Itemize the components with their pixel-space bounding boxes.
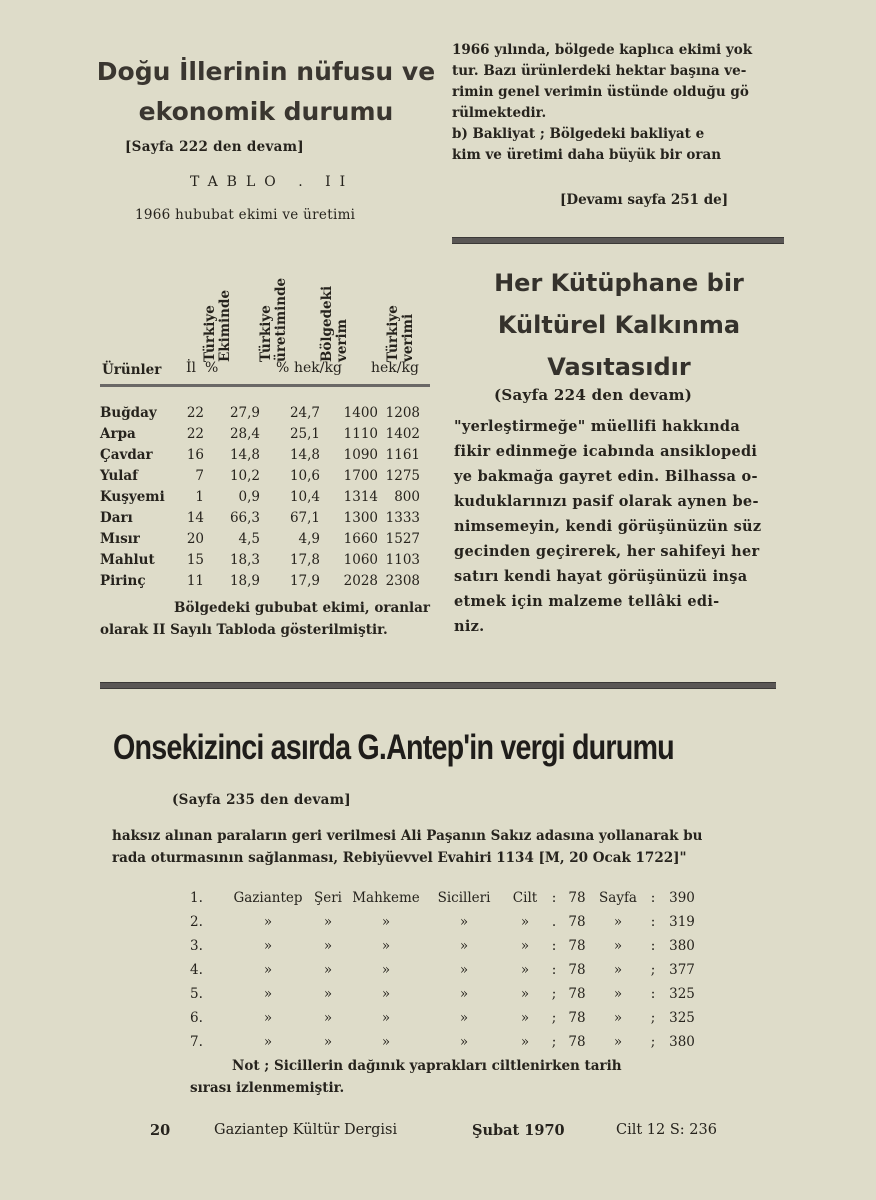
list-item <box>190 1030 702 1054</box>
table-cell-bolge: 1400 <box>343 404 378 421</box>
ref-cell-e: » <box>520 962 530 978</box>
ref-cell-cilt: 78 <box>568 1034 586 1050</box>
ref-cell-no: 1. <box>190 890 203 906</box>
bottom-article-title: Onsekizinci asırda G.Antep'in vergi durumu <box>113 728 674 767</box>
table-cell-il: 15 <box>186 551 204 568</box>
table-cell-il: 22 <box>186 425 204 442</box>
table-row <box>100 486 430 507</box>
volume-info: Cilt 12 S: 236 <box>616 1122 717 1138</box>
table-cell-bolge: 1090 <box>343 446 378 463</box>
table-cell-ekim: 18,3 <box>229 551 260 568</box>
left-title-line2: ekonomik durumu <box>138 97 394 126</box>
bottom-para-line1: haksız alınan paraların geri verilmesi Ali Paşanın Sakız adasına yollanarak bu <box>112 828 703 844</box>
right-article-title <box>452 262 786 388</box>
ref-cell-c: » <box>381 914 391 930</box>
table-cell-ekim: 27,9 <box>229 404 260 421</box>
ref-cell-sep1: ; <box>551 986 557 1002</box>
table-cell-urun: Çavdar <box>100 446 153 463</box>
bottom-note-line1: Not ; Sicillerin dağınık yaprakları ciltlenirken tarih <box>232 1058 622 1074</box>
ref-cell-a: » <box>263 1010 273 1026</box>
right-title-line3: Vasıtasıdır <box>547 353 691 381</box>
table-row <box>100 465 430 486</box>
right-top-line: rülmektedir. <box>452 105 547 121</box>
table-row <box>100 402 430 423</box>
reference-list <box>190 886 702 1054</box>
list-item <box>190 1006 702 1030</box>
table-cell-turkiye: 1527 <box>385 530 420 547</box>
table-cell-urun: Pirinç <box>100 572 146 589</box>
list-item <box>190 886 702 910</box>
ref-cell-sep2: ; <box>650 962 656 978</box>
ref-cell-sayfa: 325 <box>669 986 695 1002</box>
left-continued-note: [Sayfa 222 den devam] <box>125 139 304 155</box>
col-unit-bolge: hek/kg <box>294 360 342 376</box>
ref-cell-b: » <box>323 962 333 978</box>
col-unit-ekim: % <box>205 360 219 376</box>
ref-cell-sep2: ; <box>650 1034 656 1050</box>
table-title: TABLO . II <box>190 174 355 190</box>
col-header-uretim: Türkiye üretiminde <box>258 277 289 362</box>
table-cell-turkiye: 800 <box>394 488 420 505</box>
ref-cell-c: » <box>381 986 391 1002</box>
ref-cell-a: » <box>263 986 273 1002</box>
table-cell-il: 20 <box>186 530 204 547</box>
ref-cell-e: » <box>520 938 530 954</box>
ref-cell-sayfa: 377 <box>669 962 695 978</box>
left-article-title <box>96 52 436 132</box>
ref-cell-cilt: 78 <box>568 962 586 978</box>
table-cell-il: 16 <box>186 446 204 463</box>
table-cell-bolge: 1110 <box>343 425 378 442</box>
right-body-line: niz. <box>454 618 485 635</box>
ref-cell-b: » <box>323 1010 333 1026</box>
ref-cell-sep2: : <box>650 938 656 954</box>
right-top-text <box>452 40 786 166</box>
right-top-line: 1966 yılında, bölgede kaplıca ekimi yok <box>452 42 753 58</box>
ref-cell-no: 2. <box>190 914 203 930</box>
ref-cell-d: » <box>459 1034 469 1050</box>
ref-cell-c: » <box>381 1034 391 1050</box>
ref-cell-sep1: : <box>551 890 557 906</box>
ref-cell-a: » <box>263 938 273 954</box>
left-note-line1: Bölgedeki gububat ekimi, oranlar <box>174 600 430 616</box>
right-body-line: kuduklarınızı pasif olarak aynen be- <box>454 493 759 510</box>
ref-cell-d: » <box>459 1010 469 1026</box>
list-item <box>190 910 702 934</box>
ref-cell-cilt: 78 <box>568 1010 586 1026</box>
magazine-name: Gaziantep Kültür Dergisi <box>214 1122 398 1138</box>
table-cell-uretim: 24,7 <box>289 404 320 421</box>
ref-cell-a: » <box>263 962 273 978</box>
ref-cell-sep1: . <box>551 914 557 930</box>
ref-cell-d: » <box>459 938 469 954</box>
ref-cell-b: » <box>323 1034 333 1050</box>
bottom-para-line2: rada oturmasının sağlanması, Rebiyüevvel Evahiri 1134 [M, 20 Ocak 1722]" <box>112 850 687 866</box>
ref-cell-no: 5. <box>190 986 203 1002</box>
left-note-line2: olarak II Sayılı Tabloda gösterilmiştir. <box>100 622 388 638</box>
ref-cell-f: » <box>613 938 623 954</box>
ref-cell-f: » <box>613 1010 623 1026</box>
table-cell-turkiye: 1402 <box>385 425 420 442</box>
table-cell-uretim: 17,8 <box>289 551 320 568</box>
ref-cell-d: » <box>459 962 469 978</box>
ref-cell-sep2: : <box>650 890 656 906</box>
right-body-line: ye bakmağa gayret edin. Bilhassa o- <box>454 468 758 485</box>
table-cell-il: 14 <box>186 509 204 526</box>
right-top-line: rimin genel verimin üstünde olduğu gö <box>452 84 749 100</box>
table-cell-uretim: 14,8 <box>289 446 320 463</box>
table-cell-uretim: 4,9 <box>298 530 320 547</box>
right-article-body <box>454 414 786 639</box>
ref-cell-e: » <box>520 986 530 1002</box>
ref-cell-no: 7. <box>190 1034 203 1050</box>
table-cell-bolge: 1700 <box>343 467 378 484</box>
list-item <box>190 982 702 1006</box>
ref-cell-sayfa: 380 <box>669 938 695 954</box>
ref-cell-cilt: 78 <box>568 890 586 906</box>
ref-cell-e: » <box>520 1034 530 1050</box>
table-cell-urun: Mahlut <box>100 551 155 568</box>
col-header-urunler: Ürünler <box>102 362 162 378</box>
table-cell-turkiye: 1208 <box>385 404 420 421</box>
ref-cell-c: » <box>381 938 391 954</box>
left-title-line1: Doğu İllerinin nüfusu ve <box>96 57 436 86</box>
ref-cell-e: » <box>520 914 530 930</box>
ref-cell-b: Şeri <box>313 890 342 906</box>
list-item <box>190 958 702 982</box>
ref-cell-d: » <box>459 914 469 930</box>
table-cell-urun: Darı <box>100 509 133 526</box>
ref-cell-d: » <box>459 986 469 1002</box>
right-body-line: etmek için malzeme tellâki edi- <box>454 593 720 610</box>
table-cell-uretim: 10,4 <box>289 488 320 505</box>
ref-cell-f: » <box>613 1034 623 1050</box>
table-cell-ekim: 18,9 <box>229 572 260 589</box>
ref-cell-cilt: 78 <box>568 914 586 930</box>
ref-cell-sep2: ; <box>650 1010 656 1026</box>
bottom-note-line2: sırası izlenmemiştir. <box>190 1080 345 1096</box>
col-header-turkiye: Türkiye verimi <box>385 305 416 362</box>
table-cell-turkiye: 1275 <box>385 467 420 484</box>
ref-cell-cilt: 78 <box>568 938 586 954</box>
table-cell-ekim: 66,3 <box>229 509 260 526</box>
table-cell-il: 1 <box>195 488 204 505</box>
ref-cell-cilt: 78 <box>568 986 586 1002</box>
table-cell-turkiye: 2308 <box>385 572 420 589</box>
ref-cell-sayfa: 325 <box>669 1010 695 1026</box>
hububat-table <box>100 402 430 591</box>
table-cell-turkiye: 1333 <box>385 509 420 526</box>
table-cell-turkiye: 1103 <box>385 551 420 568</box>
table-row <box>100 549 430 570</box>
ref-cell-b: » <box>323 986 333 1002</box>
table-cell-ekim: 28,4 <box>229 425 260 442</box>
list-item <box>190 934 702 958</box>
right-top-rule <box>452 237 784 244</box>
page-number: 20 <box>150 1122 171 1139</box>
table-cell-uretim: 25,1 <box>289 425 320 442</box>
col-unit-turkiye: hek/kg <box>371 360 419 376</box>
col-header-il: İl <box>186 360 197 376</box>
table-header-rule <box>100 384 430 387</box>
table-cell-bolge: 2028 <box>343 572 378 589</box>
ref-cell-c: » <box>381 1010 391 1026</box>
ref-cell-a: » <box>263 1034 273 1050</box>
ref-cell-no: 6. <box>190 1010 203 1026</box>
table-row <box>100 423 430 444</box>
right-body-line: "yerleştirmeğe" müellifi hakkında <box>454 418 741 435</box>
table-row <box>100 570 430 591</box>
ref-cell-a: » <box>263 914 273 930</box>
col-header-ekim: Türkiye Ekiminde <box>202 289 233 362</box>
table-cell-il: 7 <box>195 467 204 484</box>
table-cell-urun: Arpa <box>100 425 136 442</box>
right-body-line: nimsemeyin, kendi görüşünüzün süz <box>454 518 762 535</box>
table-cell-uretim: 17,9 <box>289 572 320 589</box>
table-cell-bolge: 1660 <box>343 530 378 547</box>
table-cell-urun: Kuşyemi <box>100 488 165 505</box>
right-top-continued: [Devamı sayfa 251 de] <box>560 192 729 208</box>
table-cell-bolge: 1300 <box>343 509 378 526</box>
ref-cell-f: » <box>613 914 623 930</box>
ref-cell-f: Sayfa <box>599 890 637 906</box>
table-cell-urun: Yulaf <box>100 467 138 484</box>
ref-cell-sep2: : <box>650 986 656 1002</box>
ref-cell-b: » <box>323 938 333 954</box>
ref-cell-sep2: : <box>650 914 656 930</box>
table-cell-urun: Buğday <box>100 404 157 421</box>
right-title-line2: Kültürel Kalkınma <box>497 311 741 339</box>
table-cell-ekim: 14,8 <box>229 446 260 463</box>
ref-cell-c: Mahkeme <box>352 890 420 906</box>
table-cell-urun: Mısır <box>100 530 140 547</box>
table-cell-ekim: 10,2 <box>229 467 260 484</box>
table-cell-turkiye: 1161 <box>385 446 420 463</box>
right-continued-note: (Sayfa 224 den devam) <box>494 386 693 404</box>
ref-cell-a: Gaziantep <box>233 890 303 906</box>
ref-cell-d: Sicilleri <box>437 890 491 906</box>
table-cell-uretim: 67,1 <box>289 509 320 526</box>
ref-cell-f: » <box>613 986 623 1002</box>
issue-date: Şubat 1970 <box>472 1122 565 1139</box>
ref-cell-sep1: ; <box>551 1010 557 1026</box>
table-cell-bolge: 1314 <box>343 488 378 505</box>
ref-cell-sayfa: 319 <box>669 914 695 930</box>
table-cell-bolge: 1060 <box>343 551 378 568</box>
right-top-line: kim ve üretimi daha büyük bir oran <box>452 147 722 163</box>
bottom-continued-note: (Sayfa 235 den devam] <box>172 792 351 808</box>
table-cell-il: 22 <box>186 404 204 421</box>
table-cell-ekim: 0,9 <box>238 488 260 505</box>
right-title-line1: Her Kütüphane bir <box>494 269 744 297</box>
right-body-line: fikir edinmeğe icabında ansiklopedi <box>454 443 758 460</box>
ref-cell-no: 4. <box>190 962 203 978</box>
ref-cell-f: » <box>613 962 623 978</box>
table-cell-ekim: 4,5 <box>238 530 260 547</box>
right-top-line: b) Bakliyat ; Bölgedeki bakliyat e <box>452 126 705 142</box>
table-cell-il: 11 <box>186 572 204 589</box>
ref-cell-e: Cilt <box>512 890 538 906</box>
right-body-line: satırı kendi hayat görüşünüzü inşa <box>454 568 748 585</box>
col-unit-uretim: % <box>276 360 290 376</box>
section-rule <box>100 682 776 689</box>
ref-cell-b: » <box>323 914 333 930</box>
ref-cell-sep1: : <box>551 962 557 978</box>
table-row <box>100 528 430 549</box>
ref-cell-sep1: ; <box>551 1034 557 1050</box>
table-row <box>100 507 430 528</box>
col-header-bolge: Bölgedeki verim <box>319 285 350 362</box>
ref-cell-sep1: : <box>551 938 557 954</box>
table-subtitle: 1966 hububat ekimi ve üretimi <box>135 207 356 223</box>
table-row <box>100 444 430 465</box>
table-cell-uretim: 10,6 <box>289 467 320 484</box>
ref-cell-no: 3. <box>190 938 203 954</box>
ref-cell-e: » <box>520 1010 530 1026</box>
right-top-line: tur. Bazı ürünlerdeki hektar başına ve- <box>452 63 747 79</box>
right-body-line: gecinden geçirerek, her sahifeyi her <box>454 543 760 560</box>
ref-cell-sayfa: 380 <box>669 1034 695 1050</box>
ref-cell-sayfa: 390 <box>669 890 695 906</box>
ref-cell-c: » <box>381 962 391 978</box>
